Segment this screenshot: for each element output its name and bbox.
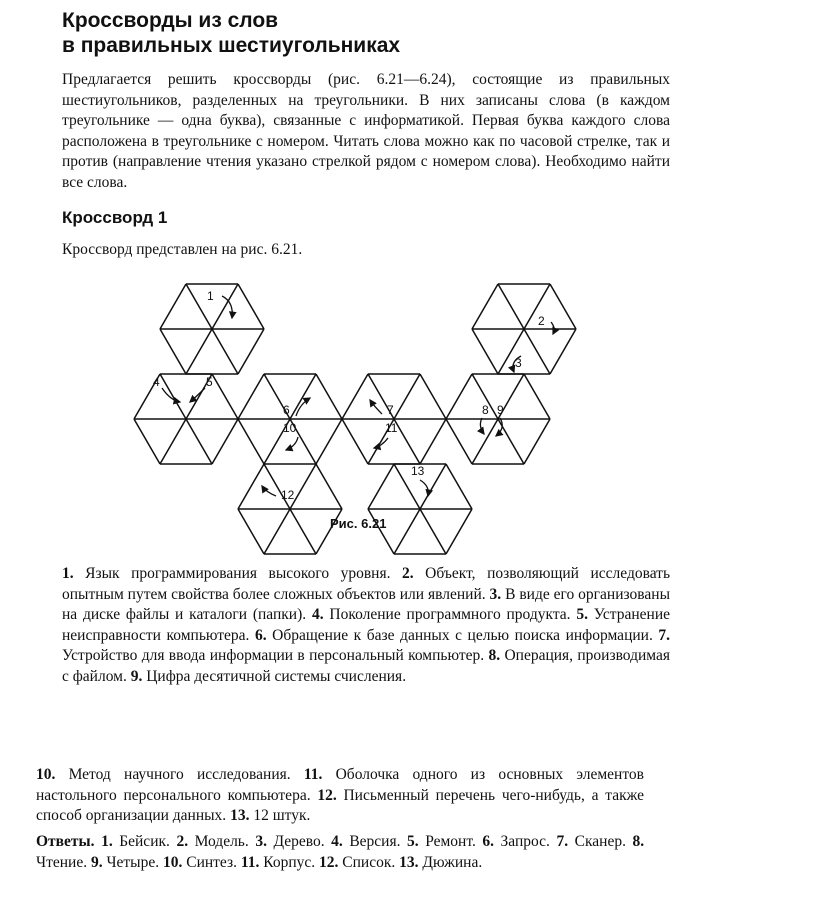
grid-line-42 <box>342 374 368 419</box>
answer-item <box>556 833 626 850</box>
clue-number: 6. <box>254 626 267 644</box>
clue-number: 12. <box>317 786 337 804</box>
clue-number: 13. <box>230 807 250 824</box>
answer-text: Версия. <box>349 833 401 850</box>
figure-caption: Рис. 6.21 <box>330 516 387 531</box>
clues-block-1 <box>62 564 670 687</box>
grid-line-53 <box>472 419 498 464</box>
grid-line-93 <box>446 464 472 509</box>
grid-line-11 <box>212 284 238 329</box>
answer-text: Синтез. <box>186 853 238 871</box>
grid-line-58 <box>524 374 550 419</box>
grid-number-8: 8 <box>482 403 489 417</box>
clue-item <box>312 606 571 623</box>
intro-paragraph: Предлагается решить кроссворды (рис. 6.21—6.24), состоящие из правильных шестиугольников, разделенных на треугольники. В них записаны слова (в каждом треугольнике — одна буква), связанные с информатикой. Первая буква каждого слова расположена в треугольнике с номером. Читать слова можно как по часовой стрелке, так и против (направление чтения указано стрелкой рядом с номером слова). Необходимо найти все слова. <box>62 71 670 191</box>
clues-block-2 <box>36 765 644 827</box>
answer-number: 12. <box>319 853 339 871</box>
grid-line-4 <box>160 329 186 374</box>
grid-number-9: 9 <box>497 403 504 417</box>
answer-number: 13. <box>399 853 419 871</box>
grid-line-3 <box>212 329 238 374</box>
grid-line-15 <box>186 419 212 464</box>
clue-number: 9. <box>130 667 143 685</box>
clue-text: Оболочка одного из основных элементов настольного персонального компьютера. <box>36 766 644 804</box>
answer-item <box>407 833 476 850</box>
grid-line-75 <box>290 509 316 554</box>
grid-line-71 <box>524 284 550 329</box>
clue-text: Письменный перечень чего-нибудь, а также способ организации данных. <box>36 786 645 824</box>
direction-arrow-12 <box>420 480 428 496</box>
answer-item <box>101 833 170 850</box>
answer-text: Корпус. <box>263 853 316 871</box>
grid-line-12 <box>212 419 238 464</box>
grid-line-81 <box>316 464 342 509</box>
direction-arrows <box>162 296 554 496</box>
answer-number: 5. <box>407 833 419 850</box>
grid-line-17 <box>160 419 186 464</box>
grid-number-2: 2 <box>538 314 545 328</box>
grid-line-24 <box>316 419 342 464</box>
grid-line-77 <box>264 509 290 554</box>
grid-number-13: 13 <box>411 464 425 478</box>
grid-line-21 <box>160 374 186 419</box>
answer-item <box>331 833 400 850</box>
grid-line-28 <box>238 419 264 464</box>
grid-line-64 <box>472 329 498 374</box>
answer-text: Ремонт. <box>425 833 476 850</box>
clue-text: Объект, позволяющий исследовать опытным путем свойства более сложных объектов или явлений. <box>62 565 671 603</box>
direction-arrow-8 <box>480 418 484 434</box>
answer-item <box>399 854 482 871</box>
clue-number: 11. <box>303 766 323 783</box>
grid-number-5: 5 <box>206 375 213 389</box>
grid-line-40 <box>342 419 368 464</box>
grid-line-10 <box>238 284 264 329</box>
grid-line-36 <box>420 419 446 464</box>
grid-line-83 <box>446 509 472 554</box>
clue-text: Устройство для ввода информации в персональный компьютер. <box>62 647 485 664</box>
answer-item <box>255 833 324 850</box>
grid-line-30 <box>238 374 264 419</box>
answer-text: Модель. <box>194 833 249 850</box>
clue-item <box>62 565 390 582</box>
clue-number: 4. <box>311 606 324 623</box>
clue-item <box>230 807 310 824</box>
clue-number: 5. <box>576 606 588 623</box>
grid-number-3: 3 <box>515 356 522 370</box>
clue-text: Поколение программного продукта. <box>329 606 571 623</box>
direction-arrow-1 <box>222 296 232 318</box>
grid-number-7: 7 <box>387 403 394 417</box>
grid-number-12: 12 <box>281 488 295 502</box>
grid-line-86 <box>420 509 446 554</box>
answer-number: 3. <box>255 833 267 850</box>
direction-arrow-13 <box>262 486 276 496</box>
grid-line-78 <box>238 464 264 509</box>
grid-line-35 <box>290 374 316 419</box>
grid-number-4: 4 <box>153 375 160 389</box>
direction-arrow-4 <box>162 388 180 402</box>
grid-line-54 <box>446 374 472 419</box>
grid-line-76 <box>238 509 264 554</box>
answer-text: Чтение. <box>36 853 88 871</box>
grid-line-60 <box>550 329 576 374</box>
clue-number: 10. <box>36 766 56 783</box>
answer-text: Сканер. <box>574 833 626 850</box>
clue-text: Операция, производимая с файлом. <box>62 647 671 685</box>
answer-item <box>482 833 550 850</box>
grid-line-0 <box>238 329 264 374</box>
answer-number: 11. <box>240 853 260 871</box>
answer-number: 8. <box>632 833 645 850</box>
grid-line-6 <box>160 284 186 329</box>
direction-arrow-6 <box>296 398 310 416</box>
clue-text: Цифра десятичной системы счисления. <box>146 667 407 685</box>
answers-label: Ответы. <box>36 833 95 850</box>
grid-line-47 <box>394 374 420 419</box>
clue-item <box>255 627 653 644</box>
answer-text: Запрос. <box>500 833 550 850</box>
clue-number: 2. <box>402 565 414 582</box>
answer-number: 2. <box>176 833 189 850</box>
grid-line-63 <box>524 329 550 374</box>
grid-line-69 <box>498 284 524 329</box>
grid-line-39 <box>394 419 420 464</box>
clue-item <box>36 766 291 783</box>
title-line-1: Кроссворды из слов <box>62 9 279 32</box>
answer-number: 9. <box>90 853 103 871</box>
answer-number: 10. <box>162 853 183 871</box>
grid-line-22 <box>212 374 238 419</box>
answer-text: Бейсик. <box>119 833 170 850</box>
grid-line-52 <box>446 419 472 464</box>
clue-text: Язык программирования высокого уровня. <box>85 565 391 582</box>
grid-line-48 <box>524 419 550 464</box>
answer-item <box>241 854 315 871</box>
answer-text: Список. <box>342 853 396 871</box>
clue-item <box>131 668 406 685</box>
answer-number: 1. <box>101 833 113 850</box>
crossword-subtext: Кроссворд представлен на рис. 6.21. <box>62 241 303 258</box>
crossword-heading: Кроссворд 1 <box>62 208 168 227</box>
grid-line-66 <box>472 284 498 329</box>
grid-number-10: 10 <box>283 421 297 435</box>
grid-number-6: 6 <box>283 403 290 417</box>
clue-text: Метод научного исследования. <box>68 766 291 783</box>
direction-arrow-10 <box>286 437 298 450</box>
crossword-grid <box>134 284 576 554</box>
answer-item <box>176 833 248 850</box>
grid-line-89 <box>368 464 394 509</box>
grid-number-1: 1 <box>207 289 214 303</box>
grid-line-88 <box>394 509 420 554</box>
answer-number: 6. <box>482 833 494 850</box>
grid-number-11: 11 <box>385 421 398 435</box>
clue-text: Устранение неисправности компьютера. <box>62 606 671 644</box>
grid-line-46 <box>420 374 446 419</box>
grid-line-82 <box>290 464 316 509</box>
answer-text: Дюжина. <box>422 853 483 871</box>
answer-text: Четыре. <box>106 853 160 871</box>
clue-numbers <box>153 289 545 502</box>
answer-number: 4. <box>331 833 343 850</box>
answer-item <box>91 854 159 871</box>
direction-arrow-2 <box>551 322 554 334</box>
clue-text: В виде его организованы на диске файлы и каталоги (папки). <box>62 585 670 623</box>
grid-line-70 <box>550 284 576 329</box>
grid-line-34 <box>316 374 342 419</box>
clue-text: 12 штук. <box>253 807 311 824</box>
answer-item <box>163 854 237 871</box>
clue-text: Обращение к базе данных с целью поиска информации. <box>272 626 653 644</box>
grid-line-16 <box>134 419 160 464</box>
direction-arrow-7 <box>370 400 382 414</box>
answer-item <box>319 854 395 871</box>
clue-number: 3. <box>489 585 502 603</box>
grid-line-80 <box>264 464 290 509</box>
clue-number: 7. <box>658 626 670 644</box>
answer-number: 7. <box>556 833 569 850</box>
answer-text: Дерево. <box>273 833 325 850</box>
answers-block <box>36 832 644 873</box>
clue-number: 8. <box>488 647 501 664</box>
title-line-2: в правильных шестиугольниках <box>62 34 401 57</box>
clue-number: 1. <box>62 565 74 582</box>
grid-line-5 <box>186 329 212 374</box>
